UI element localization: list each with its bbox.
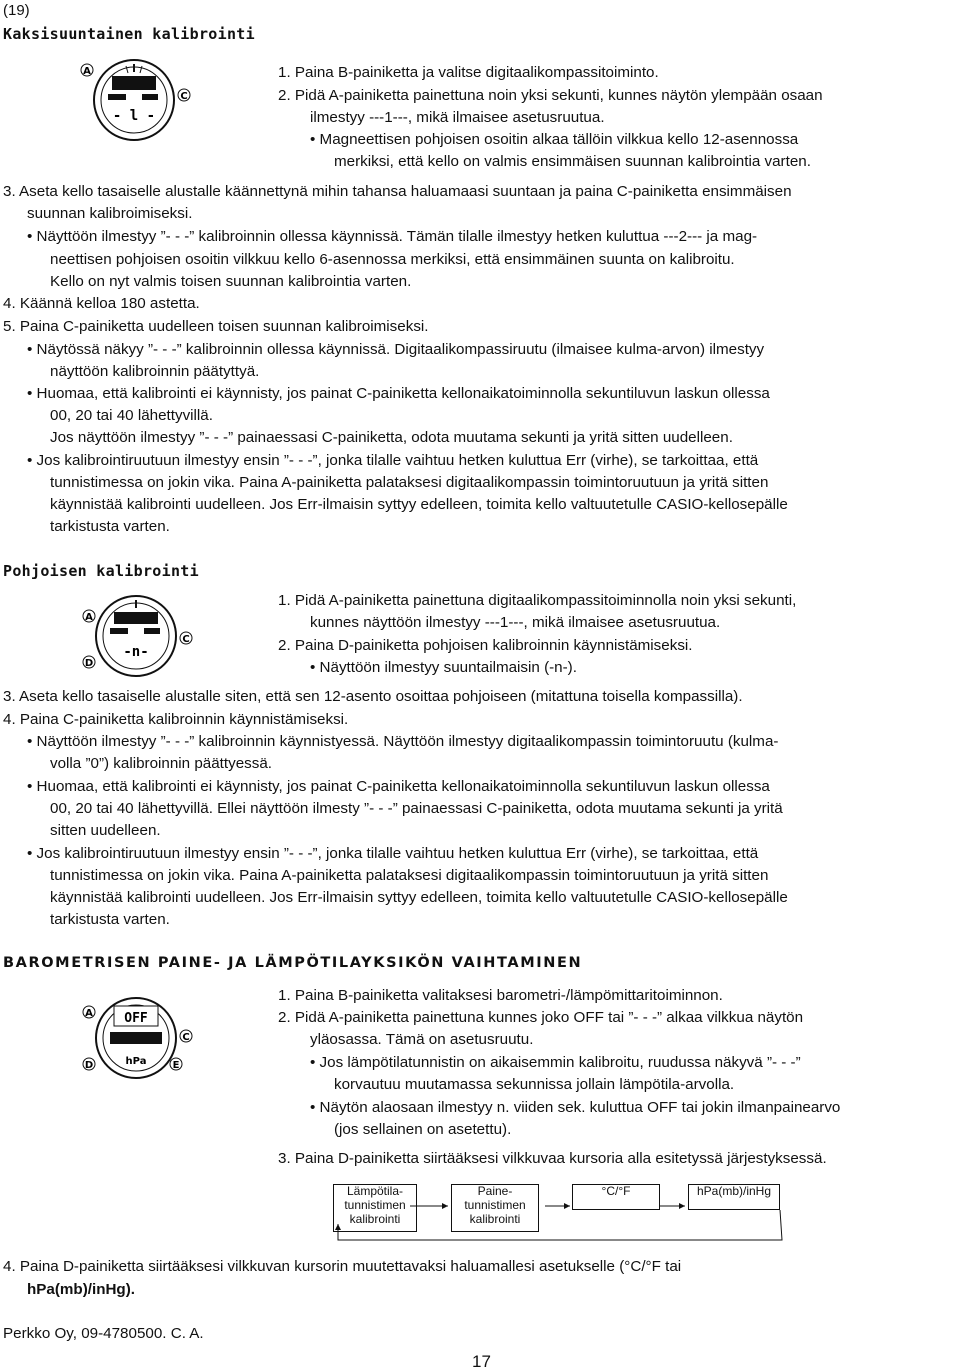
s1-bullet5-cont2: käynnistää kalibrointi uudelleen. Jos Err-ilmaisin syttyy edelleen, toimita kello valtuutetulle CASIO-kellosepälle xyxy=(50,496,788,513)
s1-bullet4: • Huomaa, että kalibrointi ei käynnisty, jos painat C-painiketta kellonaikatoiminnolla sekuntiluvun laskun ollessa xyxy=(27,385,770,402)
watch1-display: - l - xyxy=(112,108,156,124)
button-c-label: C xyxy=(180,91,188,102)
section-title-north: Pohjoisen kalibrointi xyxy=(3,562,199,580)
s2-bullet4: • Jos kalibrointiruutuun ilmestyy ensin ”- - -”, jonka tilalle vaihtuu hetken kuluttua Err (virhe), se tarkoittaa, että xyxy=(27,845,759,862)
s1-bullet1: • Magneettisen pohjoisen osoitin alkaa tällöin vilkkua kello 12-asennossa xyxy=(310,131,799,148)
s2-step2: 2. Paina D-painiketta pohjoisen kalibroinnin käynnistämiseksi. xyxy=(278,637,693,654)
footer-company: Perkko Oy, 09-4780500. C. A. xyxy=(3,1325,204,1342)
s3-bullet2-cont: (jos sellainen on asetettu). xyxy=(334,1121,512,1138)
s3-step1: 1. Paina B-painiketta valitaksesi barometri-/lämpömittaritoiminnon. xyxy=(278,987,723,1004)
s1-step2-cont: ilmestyy ---1---, mikä ilmaisee asetusruutua. xyxy=(310,109,605,126)
s1-bullet5-cont: tunnistimessa on jokin vika. Paina A-painiketta palataksesi digitaalikompassin toimintoruutuun ja yritä sitten xyxy=(50,474,769,491)
s1-bullet5: • Jos kalibrointiruutuun ilmestyy ensin ”- - -”, jonka tilalle vaihtuu hetken kuluttua Err (virhe), se tarkoittaa, että xyxy=(27,452,759,469)
section-title-bidirectional: Kaksisuuntainen kalibrointi xyxy=(3,25,255,43)
s2-bullet3: • Huomaa, että kalibrointi ei käynnisty, jos painat C-painiketta kellonaikatoiminnolla sekuntiluvun laskun ollessa xyxy=(27,778,770,795)
s1-bullet3-cont: näyttöön kalibroinnin päätyttyä. xyxy=(50,363,260,380)
s1-bullet2-cont: neettisen pohjoisen osoitin vilkkuu kello 6-asennossa merkiksi, että ensimmäinen suunta on kalibroitu. xyxy=(50,251,735,268)
s2-bullet3-cont2: sitten uudelleen. xyxy=(50,822,161,839)
s2-bullet2: • Näyttöön ilmestyy ”- - -” kalibroinnin käynnistyessä. Näyttöön ilmestyy digitaalikompassin toimintoruutu (kulma- xyxy=(27,733,779,750)
button-d-label: D xyxy=(84,658,94,669)
watch-illustration-1 xyxy=(78,52,196,144)
s1-step1: 1. Paina B-painiketta ja valitse digitaalikompassitoiminto. xyxy=(278,64,659,81)
s1-step2: 2. Pidä A-painiketta painettuna noin yksi sekunti, kunnes näytön ylempään osaan xyxy=(278,87,823,104)
s3-step3: 3. Paina D-painiketta siirtääksesi vilkkuvaa kursoria alla esitetyssä järjestyksessä. xyxy=(278,1150,827,1167)
watch2-display: -n- xyxy=(123,644,149,660)
watch3-unit: hPa xyxy=(125,1056,147,1067)
button-e-label: E xyxy=(172,1060,180,1071)
section-title-barometric: BAROMETRISEN PAINE- JA LÄMPÖTILAYKSIKÖN VAIHTAMINEN xyxy=(3,955,583,971)
s1-bullet1-cont: merkiksi, että kello on valmis ensimmäisen suunnan kalibrointia varten. xyxy=(334,153,811,170)
page-ref: (19) xyxy=(3,2,30,19)
s3-step2: 2. Pidä A-painiketta painettuna kunnes joko OFF tai ”- - -” alkaa vilkkua näytön xyxy=(278,1009,804,1026)
s2-bullet2-cont: volla ”0”) kalibroinnin päättyessä. xyxy=(50,755,273,772)
flow-box-pressure-unit: hPa(mb)/inHg xyxy=(688,1184,780,1210)
s2-step1-cont: kunnes näyttöön ilmestyy ---1---, mikä ilmaisee asetusruutua. xyxy=(310,614,721,631)
page-number: 17 xyxy=(472,1352,491,1371)
s1-bullet3: • Näytössä näkyy ”- - -” kalibroinnin ollessa käynnissä. Digitaalikompassiruutu (ilmaisee kulma-arvon) ilmestyy xyxy=(27,341,765,358)
watch3-display: OFF xyxy=(124,1011,148,1026)
button-d-label: D xyxy=(84,1060,94,1071)
s3-bullet1-cont: korvautuu muutamassa sekunnissa jollain lämpötila-arvolla. xyxy=(334,1076,735,1093)
s3-step2-cont: yläosassa. Tämä on asetusruutu. xyxy=(310,1031,534,1048)
flow-box-pressure-sensor: Paine- tunnistimen kalibrointi xyxy=(451,1184,539,1232)
s2-bullet3-cont: 00, 20 tai 40 lähettyvillä. Ellei näyttöön ilmesty ”- - -” painaessasi C-painiketta, odota muutama sekunti ja yritä xyxy=(50,800,783,817)
s1-step3: 3. Aseta kello tasaiselle alustalle käännettynä mihin tahansa haluamaasi suuntaan ja paina C-painiketta ensimmäisen xyxy=(3,183,792,200)
s2-bullet1: • Näyttöön ilmestyy suuntailmaisin (-n-). xyxy=(310,659,577,676)
flow-box-temp-unit: °C/°F xyxy=(572,1184,660,1210)
button-a-label: A xyxy=(85,612,93,623)
watch-illustration-3 xyxy=(80,990,198,1090)
s1-bullet5-cont3: tarkistusta varten. xyxy=(50,518,170,535)
s3-bullet1: • Jos lämpötilatunnistin on aikaisemmin kalibroitu, ruudussa näkyvä ”- - -” xyxy=(310,1054,801,1071)
button-a-label: A xyxy=(85,1008,93,1019)
s2-step1: 1. Pidä A-painiketta painettuna digitaalikompassitoiminnolla noin yksi sekunti, xyxy=(278,592,797,609)
s1-step4: 4. Käännä kelloa 180 astetta. xyxy=(3,295,200,312)
s1-bullet2: • Näyttöön ilmestyy ”- - -” kalibroinnin ollessa käynnissä. Tämän tilalle ilmestyy hetken kuluttua ---2--- ja mag- xyxy=(27,228,758,245)
s2-bullet4-cont3: tarkistusta varten. xyxy=(50,911,170,928)
s2-bullet4-cont2: käynnistää kalibrointi uudelleen. Jos Err-ilmaisin syttyy edelleen, toimita kello valtuutetulle CASIO-kellosepälle xyxy=(50,889,788,906)
s2-step3: 3. Aseta kello tasaiselle alustalle siten, että sen 12-asento osoittaa pohjoiseen (mitattuna toisella kompassilla). xyxy=(3,688,743,705)
s3-step4-cont: hPa(mb)/inHg). xyxy=(27,1281,135,1298)
s1-step5: 5. Paina C-painiketta uudelleen toisen suunnan kalibroimiseksi. xyxy=(3,318,429,335)
s1-bullet2-cont2: Kello on nyt valmis toisen suunnan kalibrointia varten. xyxy=(50,273,412,290)
s1-bullet4-cont2: Jos näyttöön ilmestyy ”- - -” painaessasi C-painiketta, odota muutama sekunti ja yritä sitten uudelleen. xyxy=(50,429,733,446)
s1-step3-cont: suunnan kalibroimiseksi. xyxy=(27,205,193,222)
s2-step4: 4. Paina C-painiketta kalibroinnin käynnistämiseksi. xyxy=(3,711,349,728)
button-c-label: C xyxy=(182,634,190,645)
s2-bullet4-cont: tunnistimessa on jokin vika. Paina A-painiketta palataksesi digitaalikompassin toimintoruutuun ja yritä sitten xyxy=(50,867,769,884)
button-c-label: C xyxy=(182,1032,190,1043)
watch-illustration-2 xyxy=(80,590,198,682)
s3-bullet2: • Näytön alaosaan ilmestyy n. viiden sek. kuluttua OFF tai jokin ilmanpainearvo xyxy=(310,1099,841,1116)
button-a-label: A xyxy=(83,66,91,77)
s3-step4: 4. Paina D-painiketta siirtääksesi vilkkuvan kursorin muutettavaksi haluamallesi asetukselle (°C/°F tai xyxy=(3,1258,682,1275)
flow-box-temp-sensor: Lämpötila- tunnistimen kalibrointi xyxy=(333,1184,417,1232)
s1-bullet4-cont: 00, 20 tai 40 lähettyvillä. xyxy=(50,407,213,424)
